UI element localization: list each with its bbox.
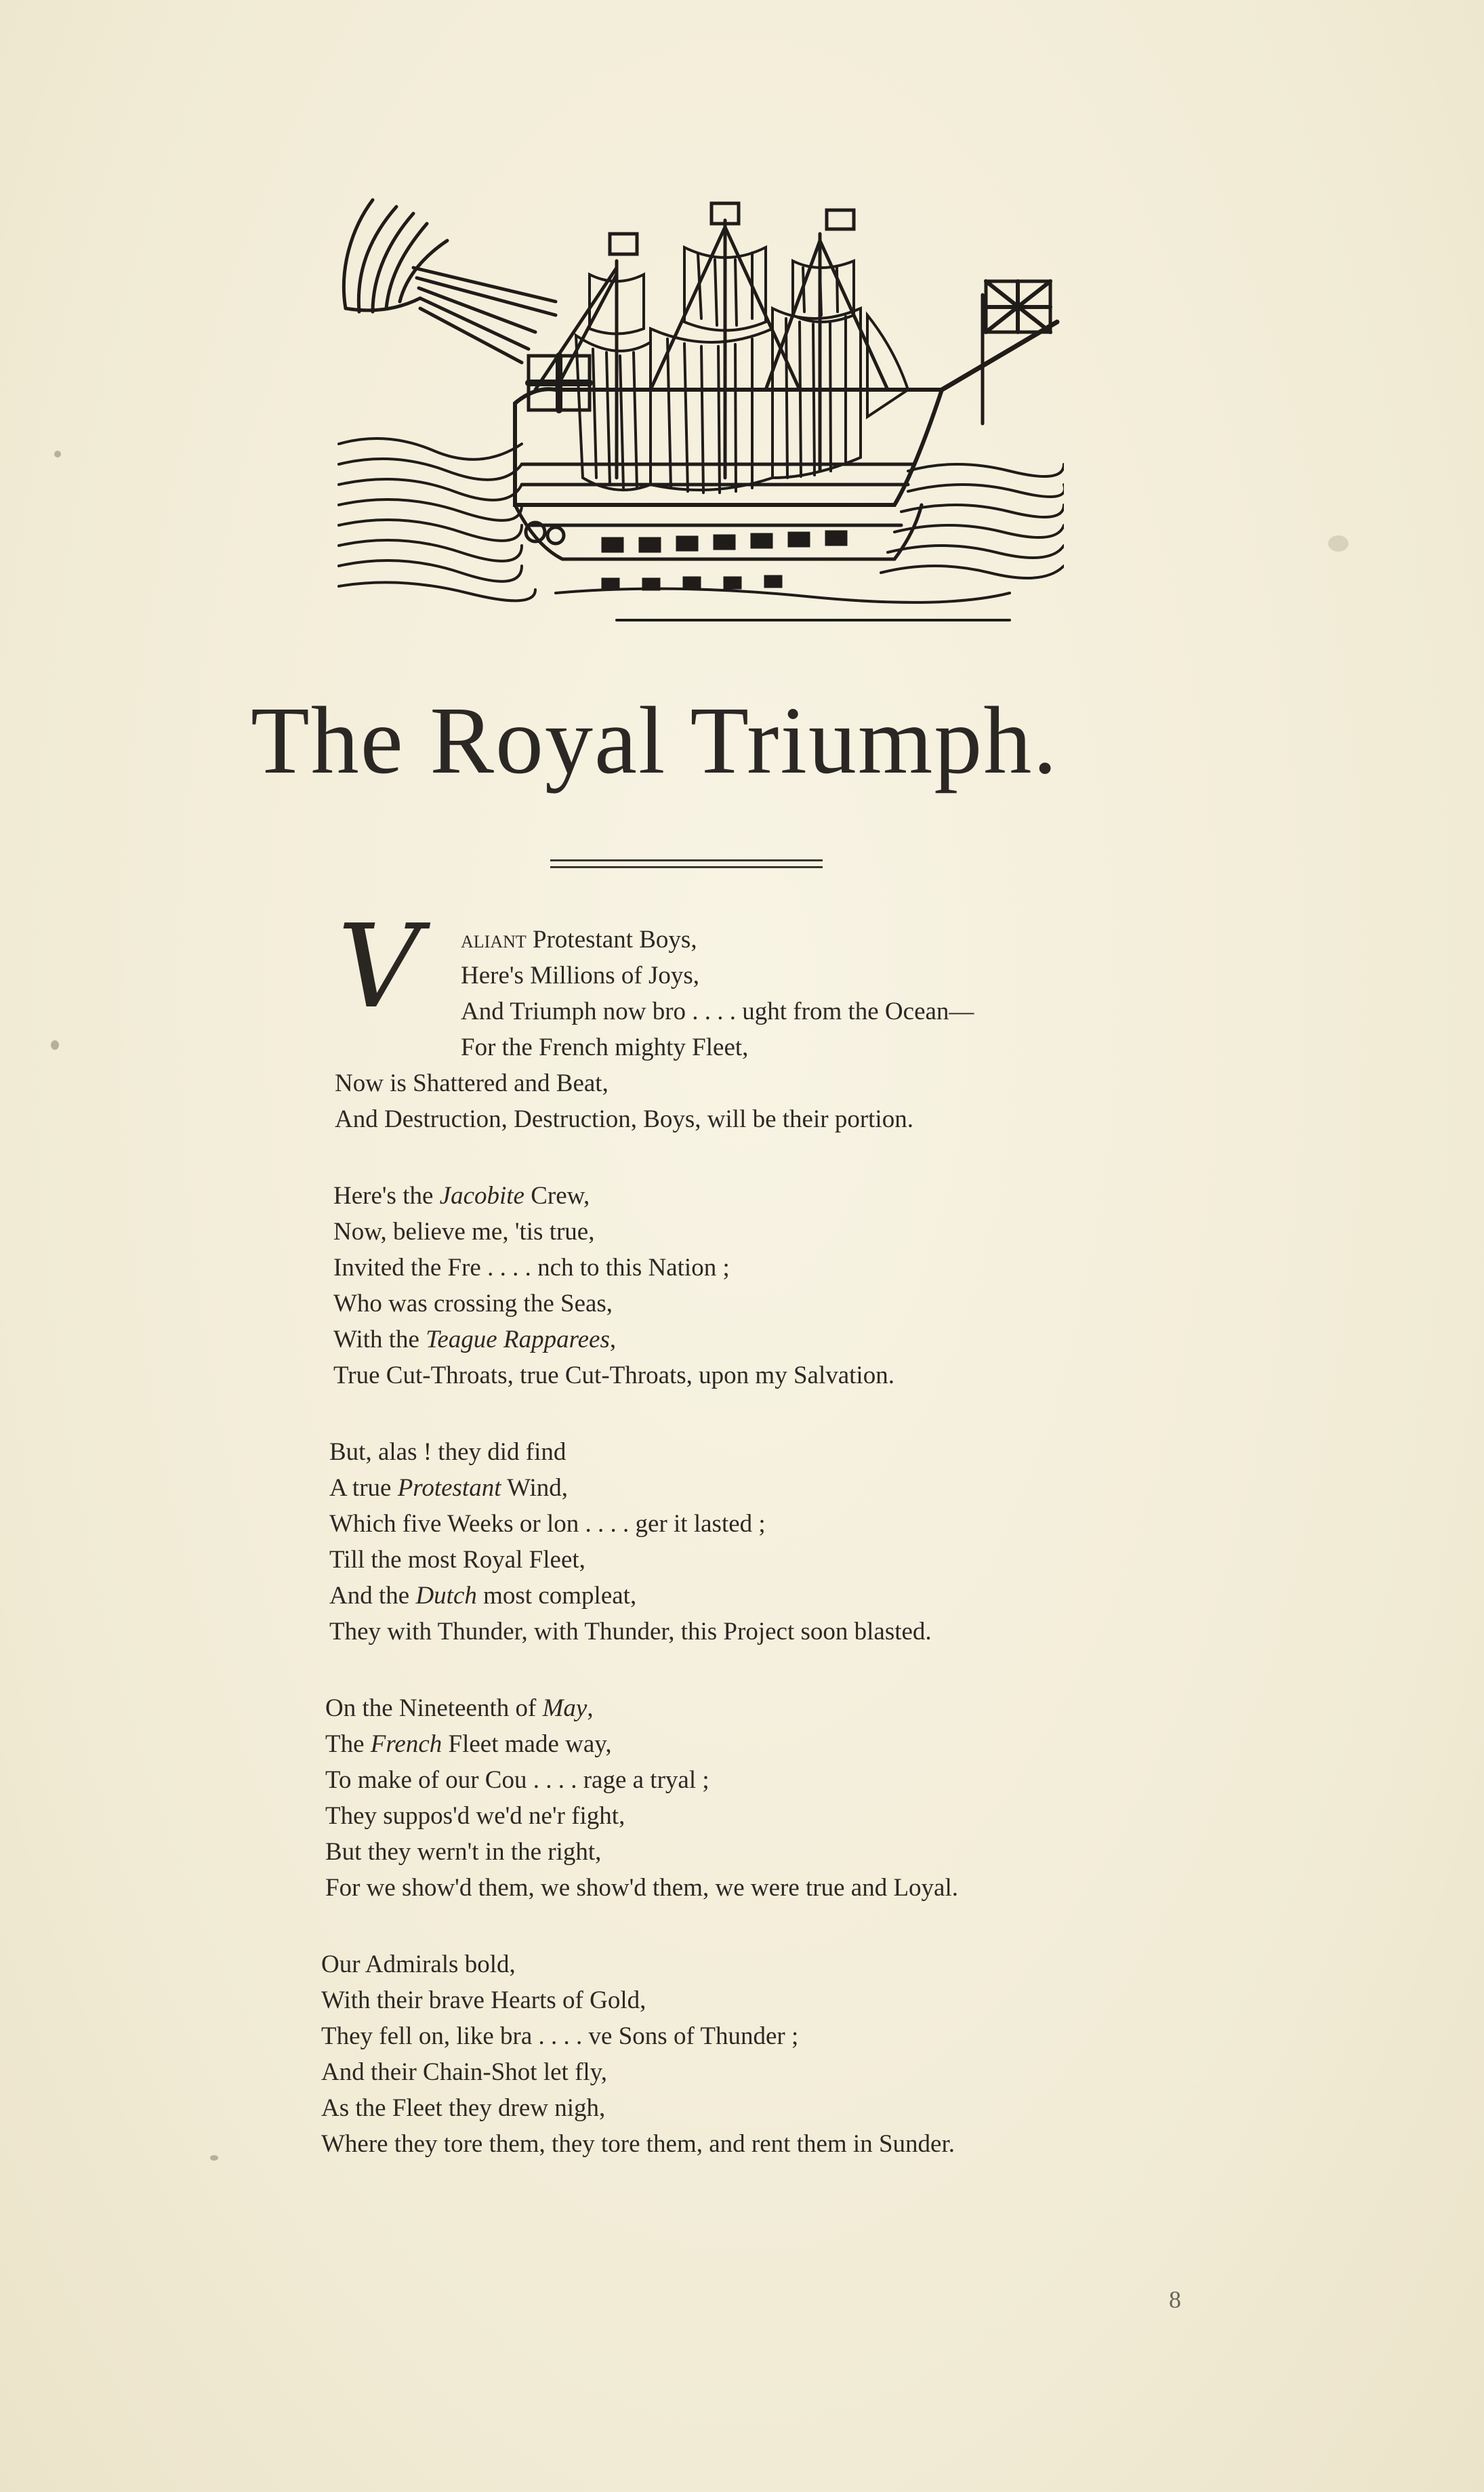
poem-line: aliant Protestant Boys, (461, 926, 697, 954)
poem-line: Which five Weeks or lon . . . . ger it lasted ; (329, 1510, 766, 1538)
poem-line: Till the most Royal Fleet, (329, 1546, 585, 1574)
poem-line: Here's Millions of Joys, (461, 962, 699, 989)
poem-line: Who was crossing the Seas, (333, 1290, 613, 1318)
poem-line: And Destruction, Destruction, Boys, will be their portion. (335, 1105, 913, 1133)
poem-line: And the Dutch most compleat, (329, 1582, 637, 1610)
wind-cloud-icon (344, 200, 556, 363)
poem-line: Invited the Fre . . . . nch to this Nation ; (333, 1254, 730, 1282)
poem-line: To make of our Cou . . . . rage a tryal ; (325, 1766, 709, 1794)
title-divider-bottom (550, 866, 823, 868)
paper-speck (51, 1040, 59, 1050)
poem-line: With the Teague Rapparees, (333, 1326, 617, 1353)
poem-body (318, 922, 1199, 2203)
poem-line: For the French mighty Fleet, (461, 1034, 749, 1061)
paper-speck (210, 2155, 218, 2161)
poem-line: True Cut-Throats, true Cut-Throats, upon my Salvation. (333, 1362, 894, 1389)
poem-line: But, alas ! they did find (329, 1438, 566, 1466)
poem-line: They with Thunder, with Thunder, this Project soon blasted. (329, 1618, 932, 1646)
drop-cap-letter: V (337, 900, 421, 1034)
paper-speck (1328, 535, 1348, 552)
paper-speck (54, 451, 61, 457)
poem-line: With their brave Hearts of Gold, (321, 1986, 646, 2014)
poem-line: Now is Shattered and Beat, (335, 1069, 609, 1097)
poem-line: But they wern't in the right, (325, 1838, 602, 1866)
poem-line: Here's the Jacobite Crew, (333, 1182, 590, 1210)
page-title: The Royal Triumph. (251, 687, 1058, 794)
poem-line: Where they tore them, they tore them, and rent them in Sunder. (321, 2130, 955, 2158)
poem-line: They suppos'd we'd ne'r fight, (325, 1802, 625, 1830)
poem-line: And Triumph now bro . . . . ught from the Ocean— (461, 998, 974, 1025)
poem-line: As the Fleet they drew nigh, (321, 2094, 606, 2122)
page-number: 8 (1169, 2286, 1181, 2313)
title-divider-top (550, 859, 823, 861)
stanza (318, 1946, 1199, 2162)
poem-line: And their Chain-Shot let fly, (321, 2058, 608, 2086)
poem-line: A true Protestant Wind, (329, 1474, 569, 1502)
stanza (318, 1434, 1199, 1650)
stanza (318, 1690, 1199, 1906)
sailing-ship-woodcut-icon (332, 186, 1064, 634)
poem-line: Our Admirals bold, (321, 1950, 516, 1978)
poem-line: The French Fleet made way, (325, 1730, 612, 1758)
poem-line: For we show'd them, we show'd them, we were true and Loyal. (325, 1874, 958, 1902)
poem-line: On the Nineteenth of May, (325, 1694, 594, 1722)
stanza (318, 922, 1199, 1137)
poem-line: They fell on, like bra . . . . ve Sons of Thunder ; (321, 2022, 799, 2050)
poem-line: Now, believe me, 'tis true, (333, 1218, 595, 1246)
stanza (318, 1178, 1199, 1393)
